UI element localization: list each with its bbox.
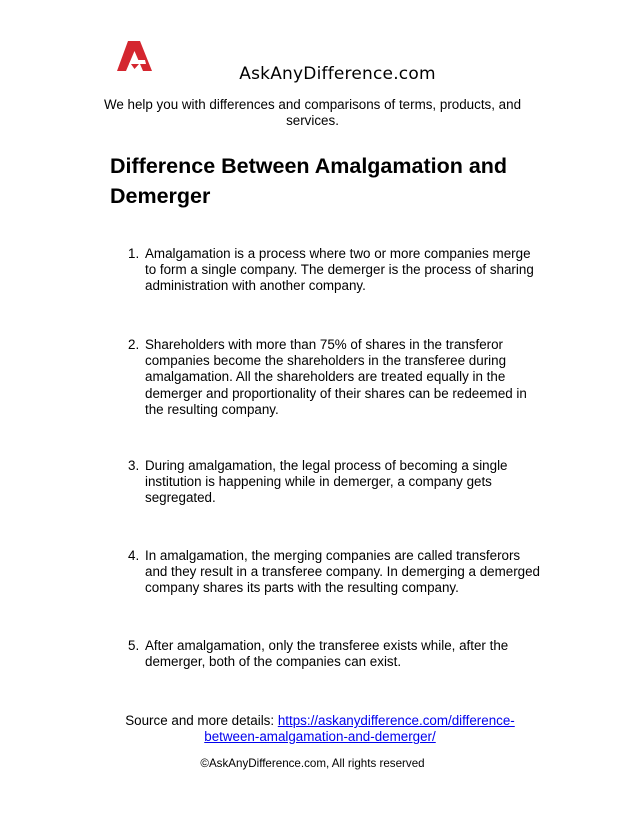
list-item-text: In amalgamation, the merging companies are called transferors and they result in a transferee company. In demerging a demerged company shares its parts with the resulting company.: [145, 548, 541, 596]
list-item-number: 2.: [128, 337, 140, 352]
list-item-text: During amalgamation, the legal process of becoming a single institution is happening while in demerger, a company gets segregated.: [145, 458, 508, 506]
list-item-text: Shareholders with more than 75% of shares in the transferor companies become the shareholders in the transferee during amalgamation. All the shareholders are treated equally in the demerger and proportionality of their shares can be redeemed in the resulting company.: [145, 337, 527, 417]
site-tagline: We help you with differences and comparisons of terms, products, and services.: [103, 97, 522, 128]
list-item-number: 1.: [128, 246, 140, 261]
list-item-number: 4.: [128, 548, 140, 563]
list-item-number: 3.: [128, 458, 140, 473]
source-link[interactable]: https://askanydifference.com/difference-between-amalgamation-and-demerger/: [204, 713, 515, 744]
list-item-text: After amalgamation, only the transferee exists while, after the demerger, both of the companies can exist.: [145, 638, 509, 670]
list-item: [122, 337, 542, 418]
list-item-number: 5.: [128, 638, 140, 653]
copyright-notice: ©AskAnyDifference.com, All rights reserved: [200, 757, 425, 770]
site-name: AskAnyDifference.com: [239, 64, 436, 84]
list-item: [122, 638, 542, 670]
source-details: [110, 713, 530, 745]
list-item: [122, 458, 542, 507]
page-title: Difference Between Amalgamation and Demerger: [110, 154, 508, 208]
list-item-text: Amalgamation is a process where two or more companies merge to form a single company. The demerger is the process of sharing administration with another company.: [145, 246, 534, 294]
source-label: Source and more details:: [125, 713, 278, 728]
list-item: [122, 548, 542, 597]
list-item: [122, 246, 542, 295]
